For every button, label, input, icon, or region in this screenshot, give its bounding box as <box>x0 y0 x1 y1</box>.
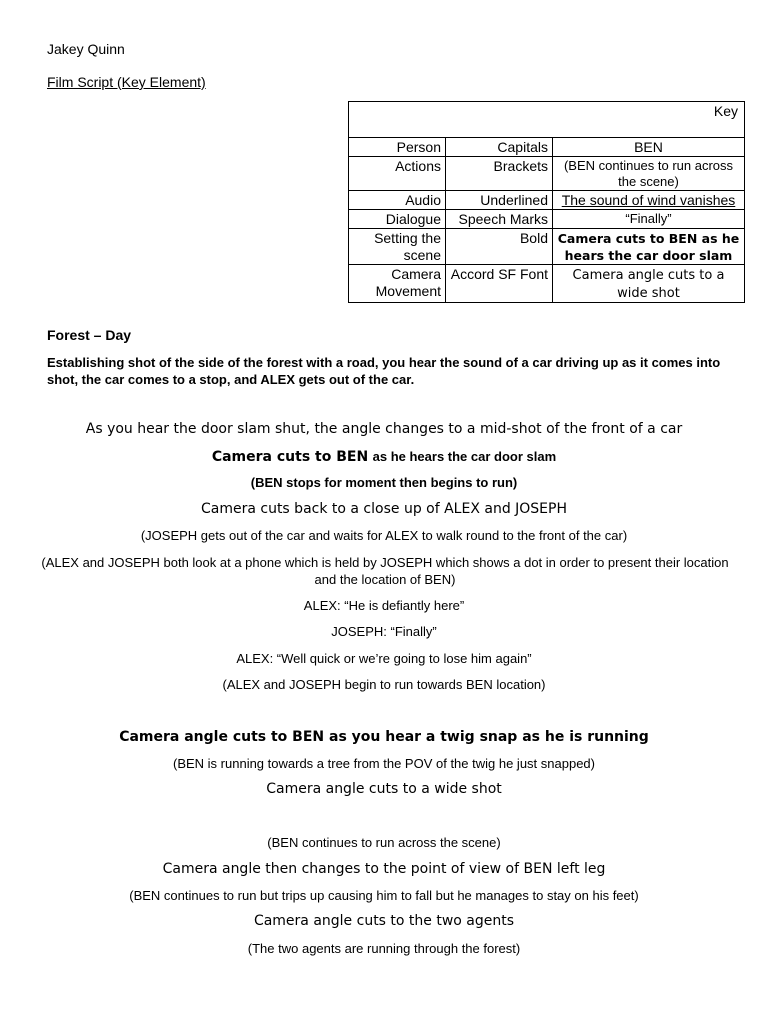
key-element-cell: Actions <box>349 157 446 191</box>
action-line: (JOSEPH gets out of the car and waits for ALEX to walk round to the front of the car) <box>140 528 628 543</box>
key-element-cell: Dialogue <box>349 210 446 229</box>
setting-direction: Camera angle cuts to BEN as you hear a twig snap as he is running <box>119 729 649 745</box>
dialogue-line: ALEX: “Well quick or we’re going to lose him again” <box>236 651 532 666</box>
key-format-cell: Accord SF Font <box>446 265 553 303</box>
scene-heading: Forest – Day <box>47 327 132 343</box>
action-line: (ALEX and JOSEPH both look at a phone which is held by JOSEPH which shows a dot in order to present their location and the location of BEN) <box>41 555 729 587</box>
key-element-cell: Person <box>349 138 446 157</box>
dialogue-line: JOSEPH: “Finally” <box>331 624 437 639</box>
camera-example: Camera angle cuts to a wide shot <box>572 268 725 301</box>
audio-example: The sound of wind vanishes <box>561 192 736 208</box>
key-example-cell <box>553 229 745 265</box>
action-line: (BEN stops for moment then begins to run) <box>250 475 518 490</box>
key-format-cell: Underlined <box>446 191 553 210</box>
key-table-row <box>349 138 745 157</box>
action-line: (The two agents are running through the forest) <box>247 941 521 956</box>
key-table-header: Key <box>349 102 745 138</box>
key-example-cell: (BEN continues to run across the scene) <box>553 157 745 191</box>
action-line: (BEN is running towards a tree from the POV of the twig he just snapped) <box>173 756 595 771</box>
setting-direction-part: Camera cuts to BEN <box>211 449 369 465</box>
action-line: (BEN continues to run but trips up causing him to fall but he manages to stay on his feet) <box>129 888 639 903</box>
camera-direction: Camera angle cuts to a wide shot <box>266 781 502 797</box>
dialogue-line: ALEX: “He is defiantly here” <box>303 598 465 613</box>
key-example-cell: BEN <box>553 138 745 157</box>
key-table-row <box>349 229 745 265</box>
setting-example: Camera cuts to BEN as he hears the car door slam <box>557 231 740 263</box>
key-element-cell: Audio <box>349 191 446 210</box>
camera-direction: Camera angle then changes to the point of view of BEN left leg <box>162 861 606 877</box>
setting-direction <box>0 448 768 466</box>
key-table-header-row <box>349 102 745 138</box>
action-line: (BEN continues to run across the scene) <box>267 835 501 850</box>
key-element-cell: Camera Movement <box>349 265 446 303</box>
camera-direction: Camera cuts back to a close up of ALEX and JOSEPH <box>200 501 568 517</box>
key-table-row <box>349 210 745 229</box>
establishing-shot: Establishing shot of the side of the forest with a road, you hear the sound of a car driving up as it comes into shot, the car comes to a stop, and ALEX gets out of the car. <box>47 355 721 387</box>
key-example-cell <box>553 265 745 303</box>
key-format-cell: Brackets <box>446 157 553 191</box>
key-format-cell: Bold <box>446 229 553 265</box>
key-table-row <box>349 265 745 303</box>
key-table <box>348 101 745 303</box>
camera-direction: As you hear the door slam shut, the angle changes to a mid-shot of the front of a car <box>85 421 683 437</box>
author-name: Jakey Quinn <box>47 41 125 57</box>
key-format-cell: Speech Marks <box>446 210 553 229</box>
setting-direction-part: as he hears the car door slam <box>372 449 557 464</box>
camera-direction: Camera angle cuts to the two agents <box>253 913 515 929</box>
key-table-row <box>349 157 745 191</box>
key-format-cell: Capitals <box>446 138 553 157</box>
key-example-cell <box>553 191 745 210</box>
document-title: Film Script (Key Element) <box>47 74 206 90</box>
action-line: (ALEX and JOSEPH begin to run towards BEN location) <box>222 677 546 692</box>
key-element-cell: Setting the scene <box>349 229 446 265</box>
key-example-cell: “Finally” <box>553 210 745 229</box>
key-table-row <box>349 191 745 210</box>
